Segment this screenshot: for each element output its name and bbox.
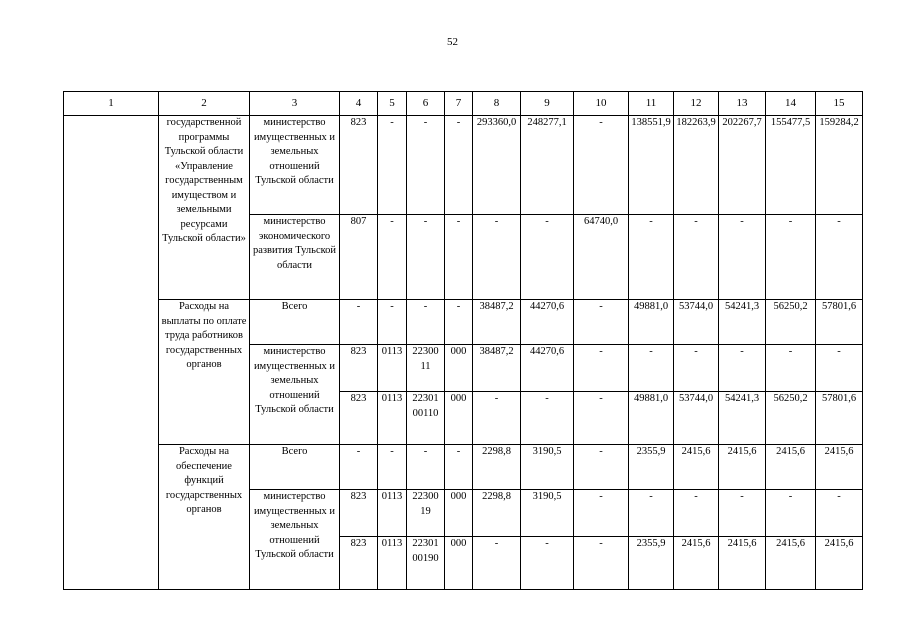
table-cell: 2415,6	[719, 445, 766, 490]
table-cell: -	[574, 392, 629, 445]
table-cell: -	[407, 300, 445, 345]
col1-empty-cell	[64, 116, 159, 590]
table-cell: 2298,8	[473, 490, 521, 537]
table-cell: -	[816, 215, 863, 300]
table-cell: 823	[340, 537, 378, 590]
column-header: 7	[445, 92, 473, 116]
table-cell: -	[445, 116, 473, 215]
column-header: 15	[816, 92, 863, 116]
agency-label: министерство имущественных и земельных отношений Тульской области	[250, 116, 340, 215]
page-number: 52	[447, 36, 458, 48]
table-cell: 22300 19	[407, 490, 445, 537]
table-cell: -	[407, 116, 445, 215]
table-cell: 823	[340, 345, 378, 392]
table-cell: -	[378, 116, 407, 215]
table-cell: -	[574, 300, 629, 345]
table-cell: 0113	[378, 490, 407, 537]
program-label: государственной программы Тульской области «Управление государственным имуществом и земельными ресурсами Тульской области»	[159, 116, 250, 300]
table-cell: 2415,6	[674, 445, 719, 490]
table-cell: 22300 11	[407, 345, 445, 392]
table-row	[64, 116, 863, 215]
table-cell: 823	[340, 392, 378, 445]
table-cell: 159284,2	[816, 116, 863, 215]
table-cell: 2415,6	[766, 445, 816, 490]
table-cell: -	[629, 345, 674, 392]
table-cell: 3190,5	[521, 445, 574, 490]
table-cell: 202267,7	[719, 116, 766, 215]
column-header: 1	[64, 92, 159, 116]
table-cell: -	[445, 215, 473, 300]
table-cell: 38487,2	[473, 345, 521, 392]
table-row	[64, 300, 863, 345]
table-cell: 2415,6	[816, 445, 863, 490]
table-cell: 56250,2	[766, 300, 816, 345]
column-header: 11	[629, 92, 674, 116]
column-header: 8	[473, 92, 521, 116]
table-cell: 248277,1	[521, 116, 574, 215]
table-cell: -	[674, 215, 719, 300]
column-header: 2	[159, 92, 250, 116]
total-label: Всего	[250, 445, 340, 490]
table-cell: -	[816, 490, 863, 537]
table-cell: -	[574, 116, 629, 215]
table-cell: -	[766, 345, 816, 392]
table-cell: -	[719, 490, 766, 537]
column-header: 5	[378, 92, 407, 116]
table-cell: -	[629, 490, 674, 537]
table-cell: -	[445, 445, 473, 490]
table-cell: 2415,6	[719, 537, 766, 590]
table-cell: 823	[340, 116, 378, 215]
table-cell: 807	[340, 215, 378, 300]
table-cell: -	[445, 300, 473, 345]
table-cell: 293360,0	[473, 116, 521, 215]
table-cell: 44270,6	[521, 300, 574, 345]
column-header: 9	[521, 92, 574, 116]
table-cell: 155477,5	[766, 116, 816, 215]
column-header: 6	[407, 92, 445, 116]
agency-label: министерство имущественных и земельных отношений Тульской области	[250, 490, 340, 590]
table-cell: -	[674, 345, 719, 392]
header-row	[64, 92, 863, 116]
column-header: 4	[340, 92, 378, 116]
table-cell: -	[473, 392, 521, 445]
column-header: 3	[250, 92, 340, 116]
table-cell: 0113	[378, 392, 407, 445]
table-cell: 49881,0	[629, 392, 674, 445]
table-cell: -	[574, 345, 629, 392]
table-cell: 53744,0	[674, 300, 719, 345]
table-cell: 22301 00110	[407, 392, 445, 445]
table-cell: 2415,6	[674, 537, 719, 590]
table-cell: 2415,6	[816, 537, 863, 590]
table-cell: -	[719, 345, 766, 392]
table-cell: -	[473, 537, 521, 590]
table-cell: 000	[445, 392, 473, 445]
table-cell: -	[378, 215, 407, 300]
table-cell: 49881,0	[629, 300, 674, 345]
table-cell: 3190,5	[521, 490, 574, 537]
table-cell: 000	[445, 537, 473, 590]
table-cell: 2355,9	[629, 537, 674, 590]
table-cell: 54241,3	[719, 392, 766, 445]
table-cell: 0113	[378, 537, 407, 590]
table-cell: -	[574, 490, 629, 537]
table-cell: -	[674, 490, 719, 537]
table-cell: -	[407, 445, 445, 490]
expense-label: Расходы на обеспечение функций государственных органов	[159, 445, 250, 590]
column-header: 12	[674, 92, 719, 116]
table-cell: -	[473, 215, 521, 300]
agency-label: министерство имущественных и земельных отношений Тульской области	[250, 345, 340, 445]
table-cell: 138551,9	[629, 116, 674, 215]
table-cell: 57801,6	[816, 392, 863, 445]
table-cell: -	[719, 215, 766, 300]
table-cell: 64740,0	[574, 215, 629, 300]
table-cell: 2355,9	[629, 445, 674, 490]
table-cell: 53744,0	[674, 392, 719, 445]
table-cell: -	[816, 345, 863, 392]
table-cell: -	[340, 445, 378, 490]
table-cell: -	[574, 445, 629, 490]
table-cell: 22301 00190	[407, 537, 445, 590]
table-cell: -	[574, 537, 629, 590]
table-cell: -	[766, 490, 816, 537]
table-cell: 56250,2	[766, 392, 816, 445]
table-cell: -	[521, 392, 574, 445]
table-cell: -	[521, 537, 574, 590]
table-cell: 38487,2	[473, 300, 521, 345]
table-cell: -	[766, 215, 816, 300]
table-cell: 54241,3	[719, 300, 766, 345]
agency-label: министерство экономического развития Тульской области	[250, 215, 340, 300]
table-cell: 2298,8	[473, 445, 521, 490]
column-header: 13	[719, 92, 766, 116]
budget-table	[63, 91, 863, 590]
table-cell: -	[629, 215, 674, 300]
table-cell: 2415,6	[766, 537, 816, 590]
table-cell: -	[407, 215, 445, 300]
table-cell: -	[378, 445, 407, 490]
table-cell: 000	[445, 345, 473, 392]
table-cell: 000	[445, 490, 473, 537]
column-header: 14	[766, 92, 816, 116]
table-cell: -	[378, 300, 407, 345]
table-cell: -	[521, 215, 574, 300]
expense-label: Расходы на выплаты по оплате труда работников государственных органов	[159, 300, 250, 445]
table-cell: 57801,6	[816, 300, 863, 345]
table-row	[64, 445, 863, 490]
table-cell: 182263,9	[674, 116, 719, 215]
column-header: 10	[574, 92, 629, 116]
total-label: Всего	[250, 300, 340, 345]
table-cell: -	[340, 300, 378, 345]
table-cell: 44270,6	[521, 345, 574, 392]
table-cell: 0113	[378, 345, 407, 392]
table-cell: 823	[340, 490, 378, 537]
